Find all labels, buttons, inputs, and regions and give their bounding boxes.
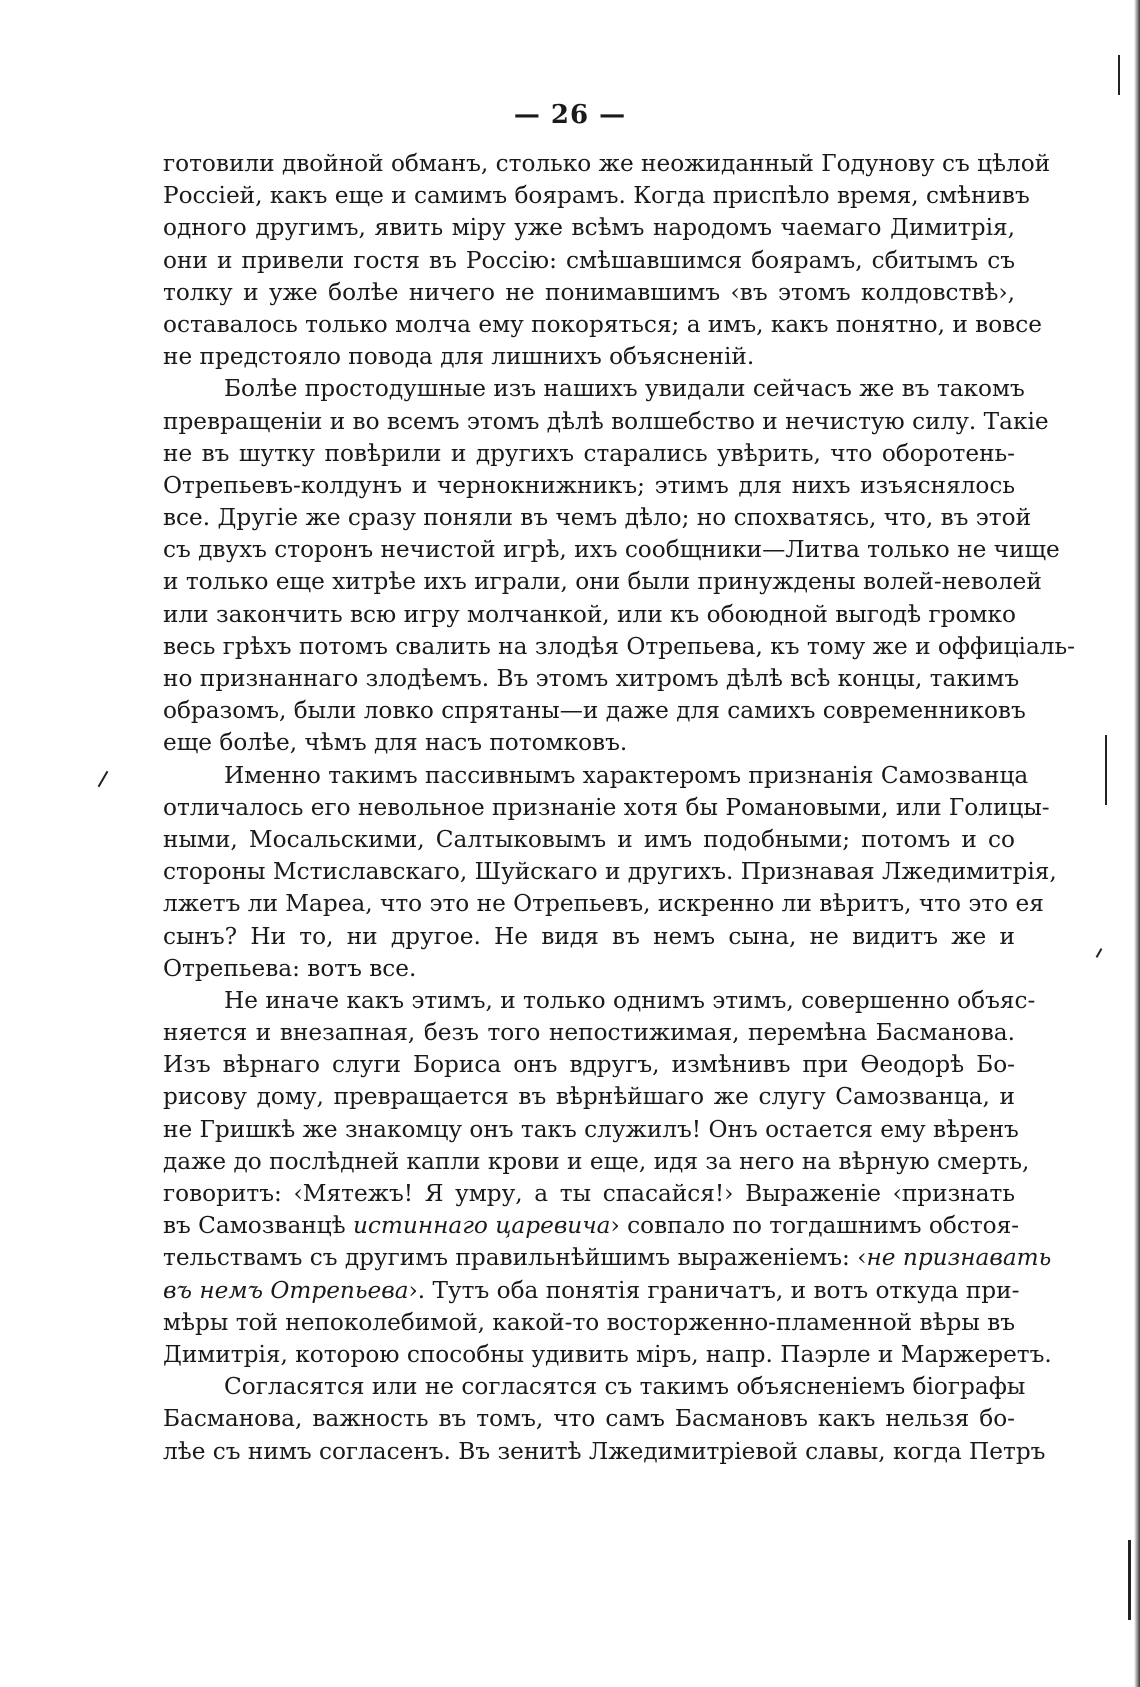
text-line: Отрепьевъ-колдунъ и чернокнижникъ; этимъ для нихъ изъяснялось [163,471,1015,499]
text-line: Россіей, какъ еще и самимъ боярамъ. Когда приспѣло время, смѣнивъ [163,182,1030,210]
margin-mark [1118,55,1120,95]
text-line: даже до послѣдней капли крови и еще, идя за него на вѣрную смерть, [163,1147,1030,1175]
paragraph-1 [163,148,1051,373]
text-line: Изъ вѣрнаго слуги Бориса онъ вдругъ, измѣнивъ при Өеодорѣ Бо- [163,1051,1015,1079]
margin-mark [1105,735,1107,805]
text-line: не предстояло повода для лишнихъ объясненій. [163,343,755,371]
text-line: Болѣе простодушные изъ нашихъ увидали сейчасъ же въ такомъ [224,375,1025,403]
text-line: говоритъ: ‹Мятежъ! Я умру, а ты спасайся!› Выраженіе ‹признать [163,1180,1015,1207]
scan-edge [1134,0,1140,1687]
text-line: превращеніи и во всемъ этомъ дѣлѣ волшебство и нечистую силу. Такіе [163,407,1049,435]
text-run: ›. Тутъ оба понятія граничатъ, и вотъ откуда при- [408,1276,1020,1304]
text-line: все. Другіе же сразу поняли въ чемъ дѣло; но спохватясь, что, въ этой [163,504,1032,532]
text-line: они и привели гостя въ Россію: смѣшавшимся боярамъ, сбитымъ съ [163,246,1015,274]
text-line: или закончить всю игру молчанкой, или къ обоюдной выгодѣ громко [163,600,1016,628]
text-line: одного другимъ, явить міру уже всѣмъ народомъ чаемаго Димитрія, [163,214,1015,242]
text-line: но признаннаго злодѣемъ. Въ этомъ хитромъ дѣлѣ всѣ концы, такимъ [163,665,1020,692]
italic-run: въ немъ Отрепьева [163,1276,409,1304]
paragraph-4 [163,985,1052,1371]
text-line: оставалось только молча ему покоряться; а имъ, какъ понятно, и вовсе [163,310,1042,338]
margin-mark [1096,948,1103,958]
margin-mark [98,771,109,788]
text-line: Не иначе какъ этимъ, и только однимъ этимъ, совершенно объяс- [224,986,1036,1014]
text-run: › совпало по тогдашнимъ обстоя- [610,1212,1020,1240]
text-line: не въ шутку повѣрили и другихъ старались увѣрить, что оборотень- [163,439,1015,467]
text-line: отличалось его невольное признаніе хотя бы Романовыми, или Голицы- [163,793,1050,821]
text-line: образомъ, были ловко спрятаны—и даже для самихъ современниковъ [163,697,1026,725]
paragraph-3 [163,760,1057,985]
text-line: съ двухъ сторонъ нечистой игрѣ, ихъ сообщники—Литва только не чище [163,536,1060,564]
text-line: ными, Мосальскими, Салтыковымъ и имъ подобными; потомъ и со [163,825,1015,853]
text-line: Отрепьева: вотъ все. [163,954,417,982]
text-run: въ Самозванцѣ [163,1212,353,1240]
margin-mark [1128,1540,1131,1620]
text-line: не Гришкѣ же знакомцу онъ такъ служилъ! Онъ остается ему вѣренъ [163,1115,1019,1143]
text-line [163,1242,1052,1274]
page-number: — 26 — [513,100,627,130]
text-line: Согласятся или не согласятся съ такимъ объясненіемъ біографы [224,1373,1026,1401]
italic-run: истиннаго царевича [352,1212,611,1240]
paragraph-5 [163,1371,1046,1468]
text-line: еще болѣе, чѣмъ для насъ потомковъ. [163,729,628,757]
text-line: рисову дому, превращается въ вѣрнѣйшаго же слугу Самозванца, и [163,1083,1015,1111]
text-line [163,1210,1020,1242]
text-line [163,1275,1020,1307]
text-line: сынъ? Ни то, ни другое. Не видя въ немъ сына, не видитъ же и [163,922,1015,950]
text-run: тельствамъ съ другимъ правильнѣйшимъ выраженіемъ: ‹ [163,1244,867,1272]
text-line: весь грѣхъ потомъ свалить на злодѣя Отрепьева, къ тому же и оффиціаль- [163,632,1075,660]
text-line: Именно такимъ пассивнымъ характеромъ признанія Самозванца [224,761,1029,789]
italic-run: не признавать [866,1244,1052,1272]
text-line: готовили двойной обманъ, столько же неожиданный Годунову съ цѣлой [163,150,1051,177]
text-line: лжетъ ли Мареа, что это не Отрепьевъ, искренно ли вѣритъ, что это ея [163,890,1044,918]
text-line: Басманова, важность въ томъ, что самъ Басмановъ какъ нельзя бо- [163,1405,1015,1433]
text-line: и только еще хитрѣе ихъ играли, они были принуждены волей-неволей [163,568,1042,596]
text-body [163,148,1075,1468]
paragraph-2 [163,373,1075,759]
text-line: лѣе съ нимъ согласенъ. Въ зенитѣ Лжедимитріевой славы, когда Петръ [163,1437,1046,1465]
text-line: стороны Мстиславскаго, Шуйскаго и другихъ. Признавая Лжедимитрія, [163,858,1057,886]
text-line: толку и уже болѣе ничего не понимавшимъ ‹въ этомъ колдовствѣ›, [163,278,1015,306]
text-line: мѣры той непоколебимой, какой-то восторженно-пламенной вѣры въ [163,1308,1015,1336]
text-line: няется и внезапная, безъ того непостижимая, перемѣна Басманова. [163,1019,1015,1047]
text-line: Димитрія, которою способны удивить міръ, напр. Паэрле и Маржеретъ. [163,1340,1052,1368]
